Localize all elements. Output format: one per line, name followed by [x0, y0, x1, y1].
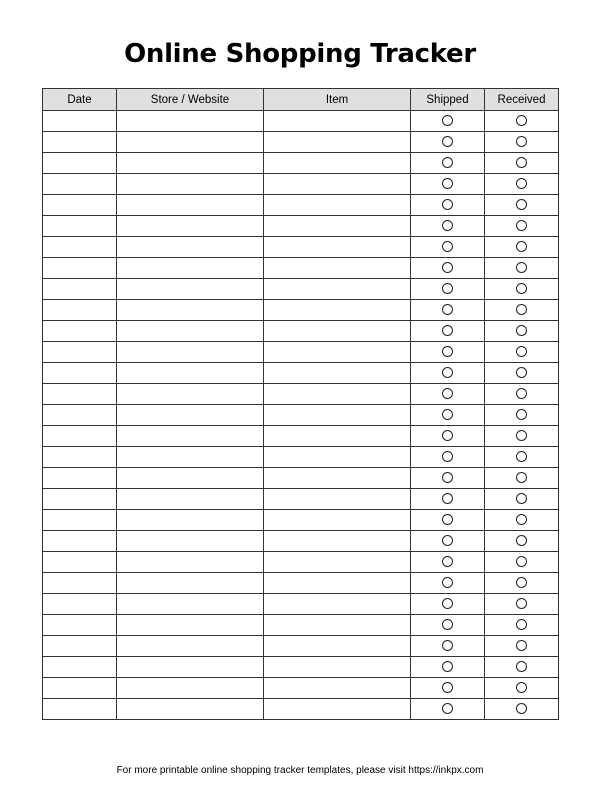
received-checkbox-icon[interactable] — [516, 682, 527, 693]
date-cell[interactable] — [43, 321, 117, 342]
received-cell — [485, 489, 559, 510]
item-cell[interactable] — [264, 636, 411, 657]
date-cell[interactable] — [43, 699, 117, 720]
date-cell[interactable] — [43, 195, 117, 216]
table-row — [43, 405, 559, 426]
shipped-cell — [411, 111, 485, 132]
table-body — [43, 111, 559, 720]
store-cell[interactable] — [117, 678, 264, 699]
shipped-checkbox-icon[interactable] — [442, 703, 453, 714]
shipped-cell — [411, 699, 485, 720]
table-row — [43, 531, 559, 552]
store-cell[interactable] — [117, 468, 264, 489]
shipped-cell — [411, 678, 485, 699]
received-checkbox-icon[interactable] — [516, 640, 527, 651]
received-checkbox-icon[interactable] — [516, 178, 527, 189]
table-row — [43, 321, 559, 342]
column-header-received: Received — [485, 89, 559, 111]
item-cell[interactable] — [264, 699, 411, 720]
shipped-checkbox-icon[interactable] — [442, 304, 453, 315]
column-header-store: Store / Website — [117, 89, 264, 111]
shipped-cell — [411, 258, 485, 279]
footer-note: For more printable online shopping tracker templates, please visit https://inkpx.com — [116, 765, 484, 776]
shipped-checkbox-icon[interactable] — [442, 283, 453, 294]
received-cell — [485, 678, 559, 699]
table-row — [43, 510, 559, 531]
column-header-shipped: Shipped — [411, 89, 485, 111]
shipped-checkbox-icon[interactable] — [442, 262, 453, 273]
received-checkbox-icon[interactable] — [516, 409, 527, 420]
date-cell[interactable] — [43, 342, 117, 363]
received-cell — [485, 174, 559, 195]
date-cell[interactable] — [43, 636, 117, 657]
item-cell[interactable] — [264, 426, 411, 447]
date-cell[interactable] — [43, 678, 117, 699]
store-cell[interactable] — [117, 636, 264, 657]
shipped-cell — [411, 573, 485, 594]
shipped-checkbox-icon[interactable] — [442, 472, 453, 483]
item-cell[interactable] — [264, 342, 411, 363]
date-cell[interactable] — [43, 426, 117, 447]
table-row — [43, 678, 559, 699]
received-cell — [485, 573, 559, 594]
item-cell[interactable] — [264, 363, 411, 384]
table-row — [43, 237, 559, 258]
received-cell — [485, 216, 559, 237]
item-cell[interactable] — [264, 594, 411, 615]
shipped-cell — [411, 174, 485, 195]
item-cell[interactable] — [264, 111, 411, 132]
item-cell[interactable] — [264, 216, 411, 237]
shipped-checkbox-icon[interactable] — [442, 682, 453, 693]
shipped-checkbox-icon[interactable] — [442, 598, 453, 609]
store-cell[interactable] — [117, 342, 264, 363]
table-row — [43, 384, 559, 405]
table-header-row — [43, 89, 559, 111]
received-cell — [485, 342, 559, 363]
received-cell — [485, 468, 559, 489]
shipped-checkbox-icon[interactable] — [442, 514, 453, 525]
item-cell[interactable] — [264, 405, 411, 426]
table-row — [43, 636, 559, 657]
store-cell[interactable] — [117, 489, 264, 510]
shipped-checkbox-icon[interactable] — [442, 325, 453, 336]
item-cell[interactable] — [264, 678, 411, 699]
shipped-cell — [411, 132, 485, 153]
table-row — [43, 594, 559, 615]
received-checkbox-icon[interactable] — [516, 367, 527, 378]
date-cell[interactable] — [43, 552, 117, 573]
item-cell[interactable] — [264, 153, 411, 174]
store-cell[interactable] — [117, 111, 264, 132]
shipped-checkbox-icon[interactable] — [442, 661, 453, 672]
received-cell — [485, 384, 559, 405]
received-cell — [485, 531, 559, 552]
date-cell[interactable] — [43, 237, 117, 258]
date-cell[interactable] — [43, 657, 117, 678]
store-cell[interactable] — [117, 573, 264, 594]
received-checkbox-icon[interactable] — [516, 157, 527, 168]
received-cell — [485, 510, 559, 531]
received-checkbox-icon[interactable] — [516, 661, 527, 672]
shipped-cell — [411, 384, 485, 405]
table-row — [43, 174, 559, 195]
date-cell[interactable] — [43, 363, 117, 384]
received-checkbox-icon[interactable] — [516, 136, 527, 147]
store-cell[interactable] — [117, 657, 264, 678]
shipped-checkbox-icon[interactable] — [442, 451, 453, 462]
received-cell — [485, 279, 559, 300]
received-cell — [485, 132, 559, 153]
shipped-checkbox-icon[interactable] — [442, 493, 453, 504]
shipped-cell — [411, 552, 485, 573]
item-cell[interactable] — [264, 510, 411, 531]
shipped-checkbox-icon[interactable] — [442, 619, 453, 630]
item-cell[interactable] — [264, 489, 411, 510]
store-cell[interactable] — [117, 279, 264, 300]
received-checkbox-icon[interactable] — [516, 388, 527, 399]
item-cell[interactable] — [264, 195, 411, 216]
received-cell — [485, 153, 559, 174]
received-checkbox-icon[interactable] — [516, 115, 527, 126]
received-checkbox-icon[interactable] — [516, 472, 527, 483]
shipped-cell — [411, 342, 485, 363]
store-cell[interactable] — [117, 363, 264, 384]
shipped-cell — [411, 510, 485, 531]
shipped-cell — [411, 468, 485, 489]
table-row — [43, 489, 559, 510]
received-cell — [485, 594, 559, 615]
date-cell[interactable] — [43, 510, 117, 531]
shipped-cell — [411, 153, 485, 174]
date-cell[interactable] — [43, 468, 117, 489]
item-cell[interactable] — [264, 573, 411, 594]
shipped-cell — [411, 615, 485, 636]
table-row — [43, 552, 559, 573]
received-cell — [485, 636, 559, 657]
shipped-cell — [411, 405, 485, 426]
date-cell[interactable] — [43, 594, 117, 615]
shipped-cell — [411, 195, 485, 216]
store-cell[interactable] — [117, 300, 264, 321]
shipped-cell — [411, 426, 485, 447]
shipped-checkbox-icon[interactable] — [442, 136, 453, 147]
date-cell[interactable] — [43, 531, 117, 552]
table-row — [43, 426, 559, 447]
table-row — [43, 279, 559, 300]
date-cell[interactable] — [43, 573, 117, 594]
received-checkbox-icon[interactable] — [516, 556, 527, 567]
date-cell[interactable] — [43, 405, 117, 426]
store-cell[interactable] — [117, 174, 264, 195]
received-checkbox-icon[interactable] — [516, 619, 527, 630]
received-checkbox-icon[interactable] — [516, 451, 527, 462]
date-cell[interactable] — [43, 279, 117, 300]
table-row — [43, 699, 559, 720]
table-row — [43, 363, 559, 384]
table-row — [43, 153, 559, 174]
received-checkbox-icon[interactable] — [516, 283, 527, 294]
shipped-checkbox-icon[interactable] — [442, 241, 453, 252]
shipped-cell — [411, 489, 485, 510]
received-cell — [485, 195, 559, 216]
store-cell[interactable] — [117, 153, 264, 174]
store-cell[interactable] — [117, 531, 264, 552]
shipped-cell — [411, 279, 485, 300]
shipped-cell — [411, 594, 485, 615]
table-row — [43, 573, 559, 594]
table-row — [43, 300, 559, 321]
shipped-checkbox-icon[interactable] — [442, 388, 453, 399]
shipped-cell — [411, 216, 485, 237]
store-cell[interactable] — [117, 258, 264, 279]
received-checkbox-icon[interactable] — [516, 598, 527, 609]
column-header-date: Date — [43, 89, 117, 111]
shipped-checkbox-icon[interactable] — [442, 409, 453, 420]
item-cell[interactable] — [264, 174, 411, 195]
date-cell[interactable] — [43, 300, 117, 321]
shipped-cell — [411, 447, 485, 468]
received-cell — [485, 363, 559, 384]
item-cell[interactable] — [264, 132, 411, 153]
received-cell — [485, 426, 559, 447]
received-checkbox-icon[interactable] — [516, 304, 527, 315]
received-checkbox-icon[interactable] — [516, 262, 527, 273]
store-cell[interactable] — [117, 132, 264, 153]
date-cell[interactable] — [43, 447, 117, 468]
item-cell[interactable] — [264, 657, 411, 678]
shipped-cell — [411, 237, 485, 258]
table-row — [43, 132, 559, 153]
shipped-cell — [411, 657, 485, 678]
received-checkbox-icon[interactable] — [516, 514, 527, 525]
received-checkbox-icon[interactable] — [516, 325, 527, 336]
shipped-checkbox-icon[interactable] — [442, 199, 453, 210]
item-cell[interactable] — [264, 447, 411, 468]
date-cell[interactable] — [43, 174, 117, 195]
received-cell — [485, 258, 559, 279]
shipped-checkbox-icon[interactable] — [442, 535, 453, 546]
item-cell[interactable] — [264, 279, 411, 300]
shipped-checkbox-icon[interactable] — [442, 115, 453, 126]
shipped-checkbox-icon[interactable] — [442, 640, 453, 651]
item-cell[interactable] — [264, 615, 411, 636]
item-cell[interactable] — [264, 300, 411, 321]
received-checkbox-icon[interactable] — [516, 535, 527, 546]
table-row — [43, 216, 559, 237]
received-cell — [485, 615, 559, 636]
received-cell — [485, 237, 559, 258]
table-row — [43, 468, 559, 489]
shopping-tracker-table — [42, 88, 559, 720]
store-cell[interactable] — [117, 447, 264, 468]
item-cell[interactable] — [264, 384, 411, 405]
store-cell[interactable] — [117, 552, 264, 573]
received-checkbox-icon[interactable] — [516, 346, 527, 357]
item-cell[interactable] — [264, 531, 411, 552]
received-checkbox-icon[interactable] — [516, 577, 527, 588]
date-cell[interactable] — [43, 615, 117, 636]
received-cell — [485, 447, 559, 468]
received-checkbox-icon[interactable] — [516, 241, 527, 252]
store-cell[interactable] — [117, 321, 264, 342]
store-cell[interactable] — [117, 510, 264, 531]
store-cell[interactable] — [117, 405, 264, 426]
received-cell — [485, 111, 559, 132]
received-cell — [485, 321, 559, 342]
shipped-checkbox-icon[interactable] — [442, 430, 453, 441]
shipped-cell — [411, 531, 485, 552]
shipped-checkbox-icon[interactable] — [442, 157, 453, 168]
table-row — [43, 111, 559, 132]
date-cell[interactable] — [43, 258, 117, 279]
column-header-item: Item — [264, 89, 411, 111]
table-row — [43, 615, 559, 636]
received-checkbox-icon[interactable] — [516, 199, 527, 210]
shipped-cell — [411, 636, 485, 657]
store-cell[interactable] — [117, 615, 264, 636]
store-cell[interactable] — [117, 699, 264, 720]
shipped-checkbox-icon[interactable] — [442, 220, 453, 231]
store-cell[interactable] — [117, 594, 264, 615]
shipped-checkbox-icon[interactable] — [442, 577, 453, 588]
item-cell[interactable] — [264, 552, 411, 573]
item-cell[interactable] — [264, 237, 411, 258]
store-cell[interactable] — [117, 216, 264, 237]
shipped-cell — [411, 363, 485, 384]
date-cell[interactable] — [43, 132, 117, 153]
table-row — [43, 657, 559, 678]
table-row — [43, 195, 559, 216]
date-cell[interactable] — [43, 111, 117, 132]
received-checkbox-icon[interactable] — [516, 220, 527, 231]
shipped-checkbox-icon[interactable] — [442, 346, 453, 357]
date-cell[interactable] — [43, 153, 117, 174]
table-row — [43, 258, 559, 279]
item-cell[interactable] — [264, 321, 411, 342]
date-cell[interactable] — [43, 489, 117, 510]
store-cell[interactable] — [117, 384, 264, 405]
table-row — [43, 342, 559, 363]
shipped-cell — [411, 300, 485, 321]
shipped-checkbox-icon[interactable] — [442, 367, 453, 378]
shipped-checkbox-icon[interactable] — [442, 178, 453, 189]
received-cell — [485, 657, 559, 678]
store-cell[interactable] — [117, 426, 264, 447]
table-row — [43, 447, 559, 468]
received-checkbox-icon[interactable] — [516, 703, 527, 714]
shipped-cell — [411, 321, 485, 342]
item-cell[interactable] — [264, 258, 411, 279]
received-cell — [485, 552, 559, 573]
page-title: Online Shopping Tracker — [124, 39, 476, 69]
item-cell[interactable] — [264, 468, 411, 489]
received-checkbox-icon[interactable] — [516, 493, 527, 504]
shipped-checkbox-icon[interactable] — [442, 556, 453, 567]
store-cell[interactable] — [117, 195, 264, 216]
store-cell[interactable] — [117, 237, 264, 258]
received-cell — [485, 699, 559, 720]
date-cell[interactable] — [43, 384, 117, 405]
received-cell — [485, 300, 559, 321]
date-cell[interactable] — [43, 216, 117, 237]
received-cell — [485, 405, 559, 426]
received-checkbox-icon[interactable] — [516, 430, 527, 441]
